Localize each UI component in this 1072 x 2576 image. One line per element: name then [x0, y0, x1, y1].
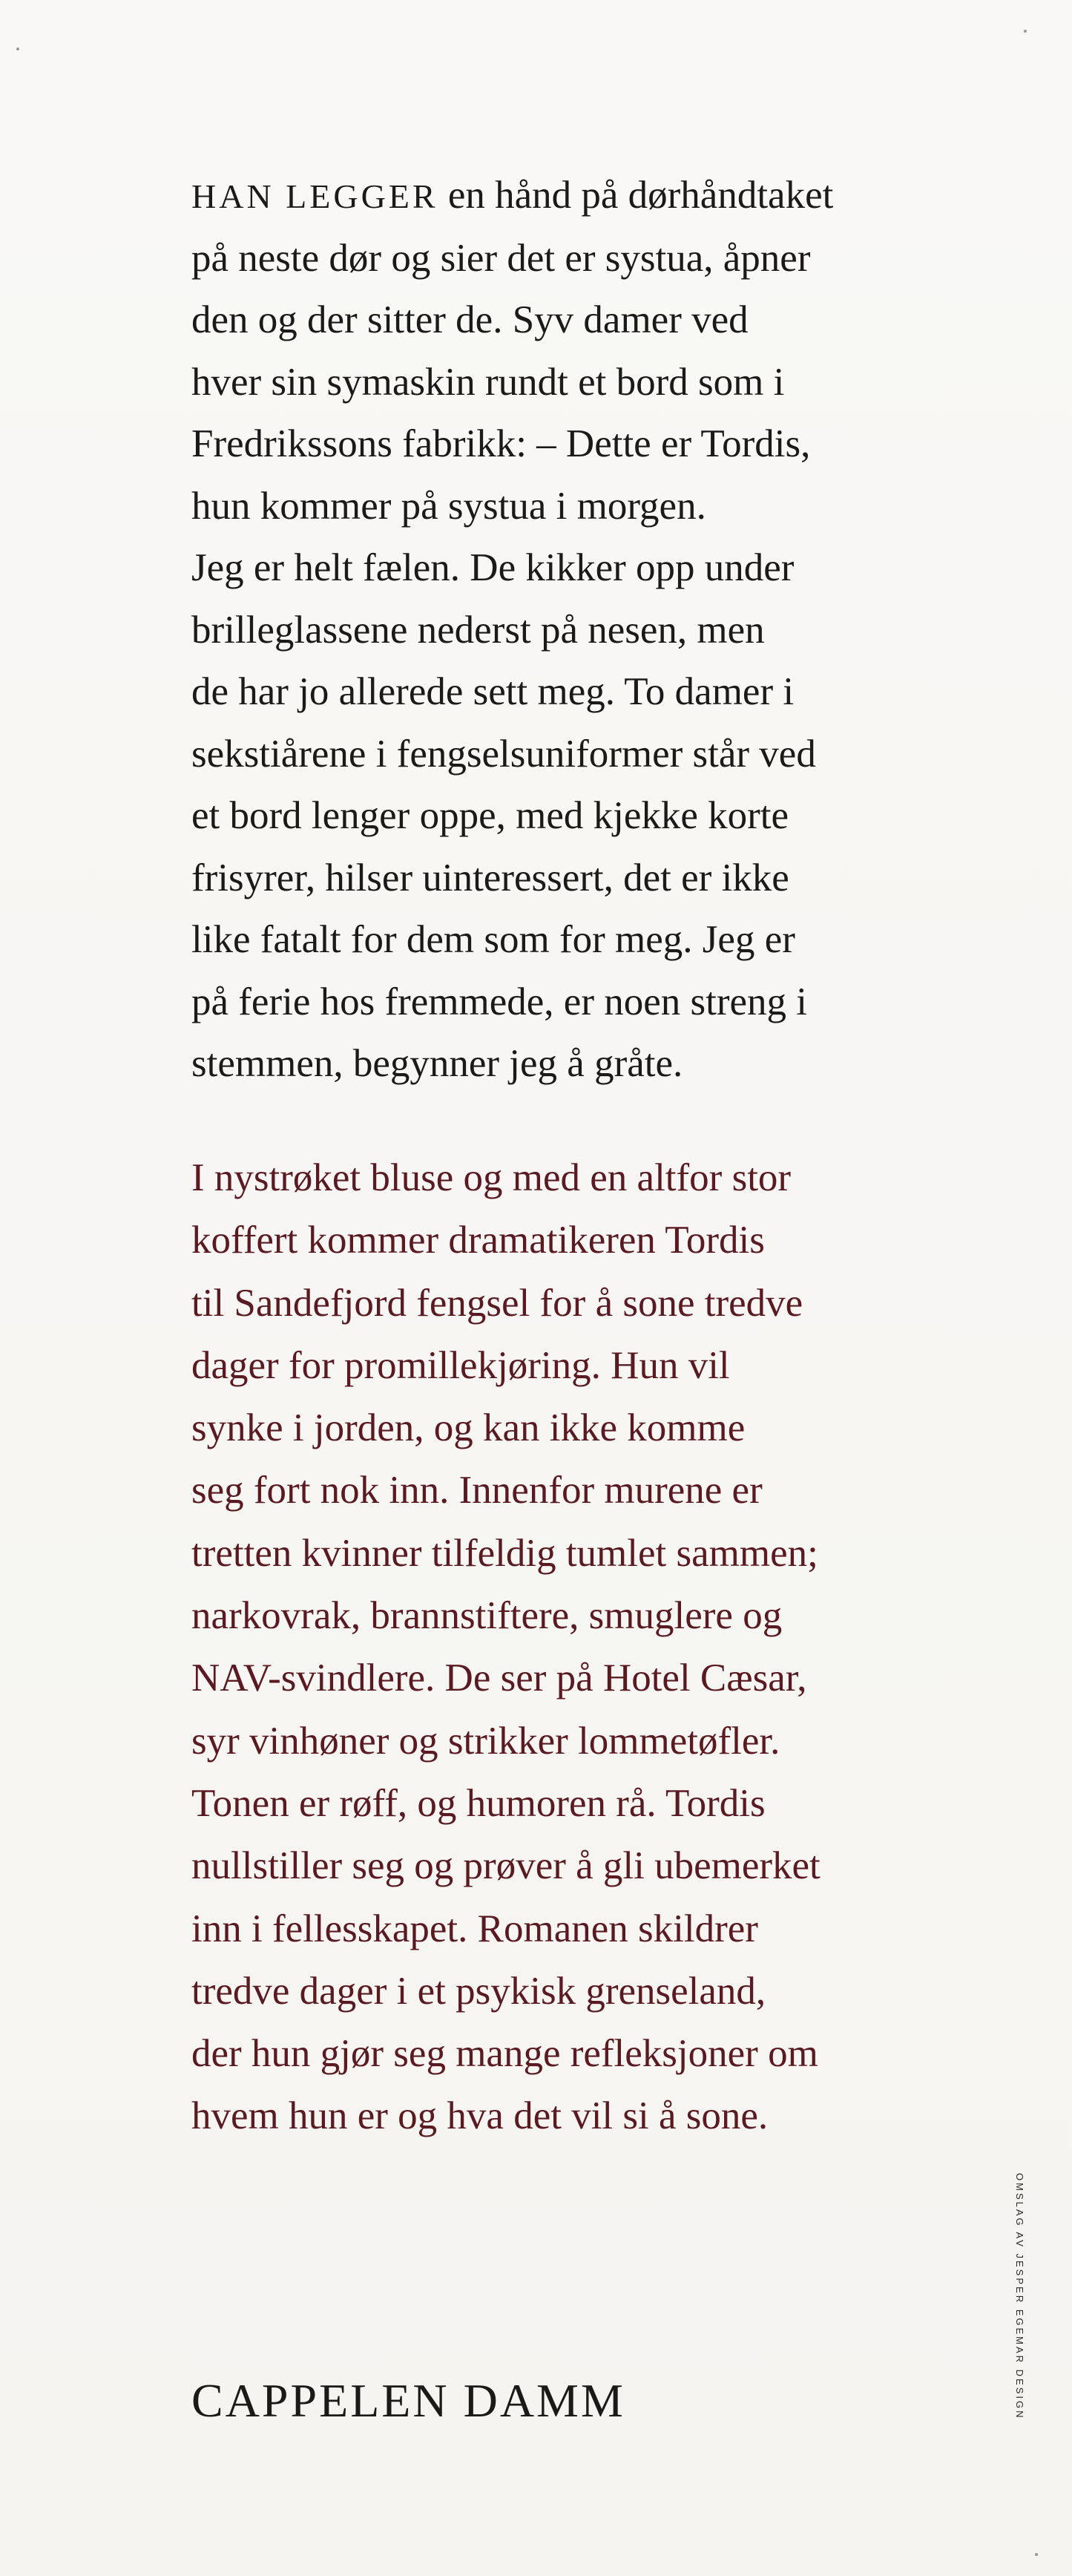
blurb-line: til Sandefjord fengsel for å sone tredve — [191, 1281, 803, 1325]
blurb-paragraph — [191, 1147, 978, 2148]
excerpt-line: Jeg er helt fælen. De kikker opp under — [191, 546, 795, 589]
excerpt-line: hver sin symaskin rundt et bord som i — [191, 360, 785, 404]
excerpt-line: sekstiårene i fengselsuniformer står ved — [191, 732, 816, 776]
excerpt-line: frisyrer, hilser uinteressert, det er ikke — [191, 856, 789, 899]
paper-speck — [16, 47, 19, 50]
excerpt-line: Fredrikssons fabrikk: – Dette er Tordis, — [191, 422, 811, 465]
excerpt-line: på ferie hos fremmede, er noen streng i — [191, 980, 807, 1023]
blurb-line: syr vinhøner og strikker lommetøfler. — [191, 1719, 780, 1763]
blurb-line: dager for promillekjøring. Hun vil — [191, 1343, 730, 1387]
blurb-line: koffert kommer dramatikeren Tordis — [191, 1219, 765, 1262]
blurb-line: Tonen er røff, og humoren rå. Tordis — [191, 1781, 766, 1825]
blurb-line: inn i fellesskapet. Romanen skildrer — [191, 1907, 758, 1950]
excerpt-line: et bord lenger oppe, med kjekke korte — [191, 794, 789, 837]
excerpt-line: hun kommer på systua i morgen. — [191, 484, 706, 528]
blurb-line: tredve dager i et psykisk grenseland, — [191, 1969, 766, 2013]
excerpt-line: på neste dør og sier det er systua, åpner — [191, 236, 811, 280]
excerpt-line: de har jo allerede sett meg. To damer i — [191, 670, 795, 713]
excerpt-line-text: en hånd på dørhåndtaket — [438, 174, 834, 217]
blurb-line: NAV-svindlere. De ser på Hotel Cæsar, — [191, 1656, 807, 1700]
blurb-line: tretten kvinner tilfeldig tumlet sammen; — [191, 1531, 818, 1575]
excerpt-line — [191, 165, 963, 228]
publisher-logo: CAPPELEN DAMM — [191, 2374, 625, 2427]
blurb-line: hvem hun er og hva det vil si å sone. — [191, 2094, 769, 2138]
excerpt-paragraph — [191, 165, 963, 1095]
paper-speck — [1035, 2553, 1038, 2556]
excerpt-lead: HAN LEGGER — [191, 177, 438, 215]
excerpt-line: stemmen, begynner jeg å gråte. — [191, 1042, 683, 1085]
cover-design-credit: OMSLAG AV JESPER EGEMAR DESIGN — [1014, 2173, 1025, 2420]
excerpt-line: like fatalt for dem som for meg. Jeg er — [191, 918, 795, 961]
blurb-line: I nystrøket bluse og med en altfor stor — [191, 1156, 792, 1199]
excerpt-line: brilleglassene nederst på nesen, men — [191, 608, 765, 652]
paper-speck — [1024, 30, 1027, 33]
excerpt-line: den og der sitter de. Syv damer ved — [191, 298, 749, 341]
blurb-line: synke i jorden, og kan ikke komme — [191, 1406, 746, 1450]
blurb-line: nullstiller seg og prøver å gli ubemerket — [191, 1844, 821, 1888]
blurb-line: narkovrak, brannstiftere, smuglere og — [191, 1594, 783, 1638]
blurb-line: seg fort nok inn. Innenfor murene er — [191, 1469, 763, 1513]
blurb-line: der hun gjør seg mange refleksjoner om — [191, 2032, 818, 2076]
